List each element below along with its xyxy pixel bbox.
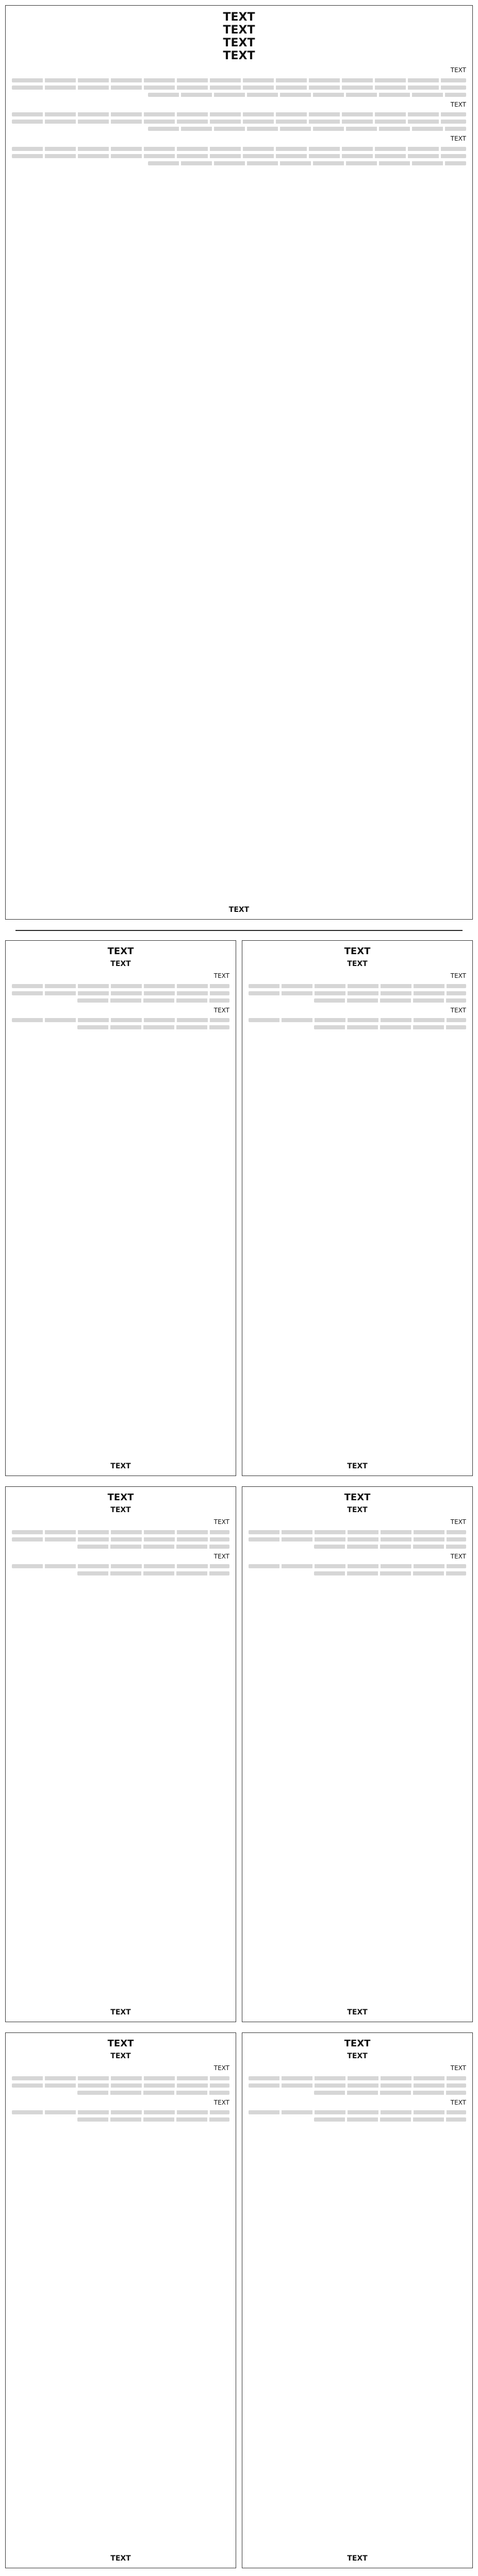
notice-text-line xyxy=(314,1545,466,1549)
notice-text-line xyxy=(249,984,466,988)
notice-subheading: TEXT xyxy=(110,2052,131,2060)
notice-card xyxy=(242,940,473,1476)
notice-footer: TEXT xyxy=(347,2554,368,2563)
notice-card xyxy=(5,1486,236,2022)
top-text-line xyxy=(12,78,466,82)
notice-body-1: TEXT xyxy=(213,1518,229,1526)
top-text-line xyxy=(148,161,466,165)
notice-card xyxy=(242,1486,473,2022)
top-notice xyxy=(5,5,473,920)
notice-text-line xyxy=(249,2076,466,2080)
notice-text-line xyxy=(249,1537,466,1541)
notice-body-2: TEXT xyxy=(213,1006,229,1014)
notice-body-1: TEXT xyxy=(450,1518,466,1526)
notice-text-line xyxy=(12,1564,229,1568)
notice-body-2: TEXT xyxy=(450,1006,466,1014)
notice-footer: TEXT xyxy=(347,1462,368,1470)
notice-text-line xyxy=(249,2110,466,2114)
notice-card xyxy=(5,940,236,1476)
notice-text-line xyxy=(249,1530,466,1534)
notice-text-line xyxy=(77,2117,229,2122)
notice-footer: TEXT xyxy=(110,1462,131,1470)
notice-body-1: TEXT xyxy=(450,2064,466,2072)
notice-subheading: TEXT xyxy=(347,1506,368,1514)
notice-body-1: TEXT xyxy=(213,972,229,979)
notice-subheading: TEXT xyxy=(347,2052,368,2060)
notice-text-line xyxy=(12,1537,229,1541)
notice-heading: TEXT xyxy=(107,946,134,957)
notice-heading: TEXT xyxy=(107,1492,134,1503)
top-text-line xyxy=(148,127,466,131)
notice-text-line xyxy=(12,1018,229,1022)
notice-card xyxy=(242,2032,473,2568)
notice-card xyxy=(5,2032,236,2568)
notice-subheading: TEXT xyxy=(347,960,368,968)
notice-text-line xyxy=(12,984,229,988)
notice-text-line xyxy=(12,1530,229,1534)
top-text-line xyxy=(148,93,466,97)
notice-heading: TEXT xyxy=(344,2038,371,2049)
notice-text-line xyxy=(314,1025,466,1029)
notice-body-2: TEXT xyxy=(450,1552,466,1560)
notice-subheading: TEXT xyxy=(110,960,131,968)
notice-text-line xyxy=(12,991,229,995)
notice-footer: TEXT xyxy=(347,2008,368,2016)
top-text-line xyxy=(12,154,466,158)
notice-text-line xyxy=(249,1564,466,1568)
notice-body-2: TEXT xyxy=(450,2098,466,2106)
notice-text-line xyxy=(249,2083,466,2088)
notice-text-line xyxy=(77,1545,229,1549)
notice-text-line xyxy=(12,2110,229,2114)
notice-text-line xyxy=(12,2083,229,2088)
notice-body-2: TEXT xyxy=(213,1552,229,1560)
top-text-line xyxy=(12,147,466,151)
top-paragraph-3: TEXT xyxy=(450,135,466,143)
notice-text-line xyxy=(314,998,466,1003)
top-title-line-1: TEXT xyxy=(223,11,255,24)
top-text-line xyxy=(12,120,466,124)
notice-subheading: TEXT xyxy=(110,1506,131,1514)
notice-text-line xyxy=(12,2076,229,2080)
top-title-line-4: TEXT xyxy=(223,49,255,62)
top-title-line-2: TEXT xyxy=(223,24,255,37)
notice-text-line xyxy=(77,1571,229,1575)
section-divider xyxy=(15,930,463,931)
notice-text-line xyxy=(249,1018,466,1022)
notice-text-line xyxy=(77,2091,229,2095)
notice-heading: TEXT xyxy=(344,946,371,957)
top-title-line-3: TEXT xyxy=(223,37,255,49)
notice-text-line xyxy=(314,1571,466,1575)
notice-footer: TEXT xyxy=(110,2554,131,2563)
notice-text-line xyxy=(77,998,229,1003)
notice-text-line xyxy=(314,2091,466,2095)
notice-body-1: TEXT xyxy=(213,2064,229,2072)
top-text-line xyxy=(12,86,466,90)
notice-body-2: TEXT xyxy=(213,2098,229,2106)
notice-text-line xyxy=(249,991,466,995)
top-paragraph-2: TEXT xyxy=(450,100,466,108)
top-text-line xyxy=(12,112,466,116)
notice-text-line xyxy=(77,1025,229,1029)
notice-body-1: TEXT xyxy=(450,972,466,979)
notice-heading: TEXT xyxy=(344,1492,371,1503)
top-footer: TEXT xyxy=(228,906,250,914)
top-paragraph-1: TEXT xyxy=(450,66,466,74)
notice-heading: TEXT xyxy=(107,2038,134,2049)
notice-text-line xyxy=(314,2117,466,2122)
notice-footer: TEXT xyxy=(110,2008,131,2016)
